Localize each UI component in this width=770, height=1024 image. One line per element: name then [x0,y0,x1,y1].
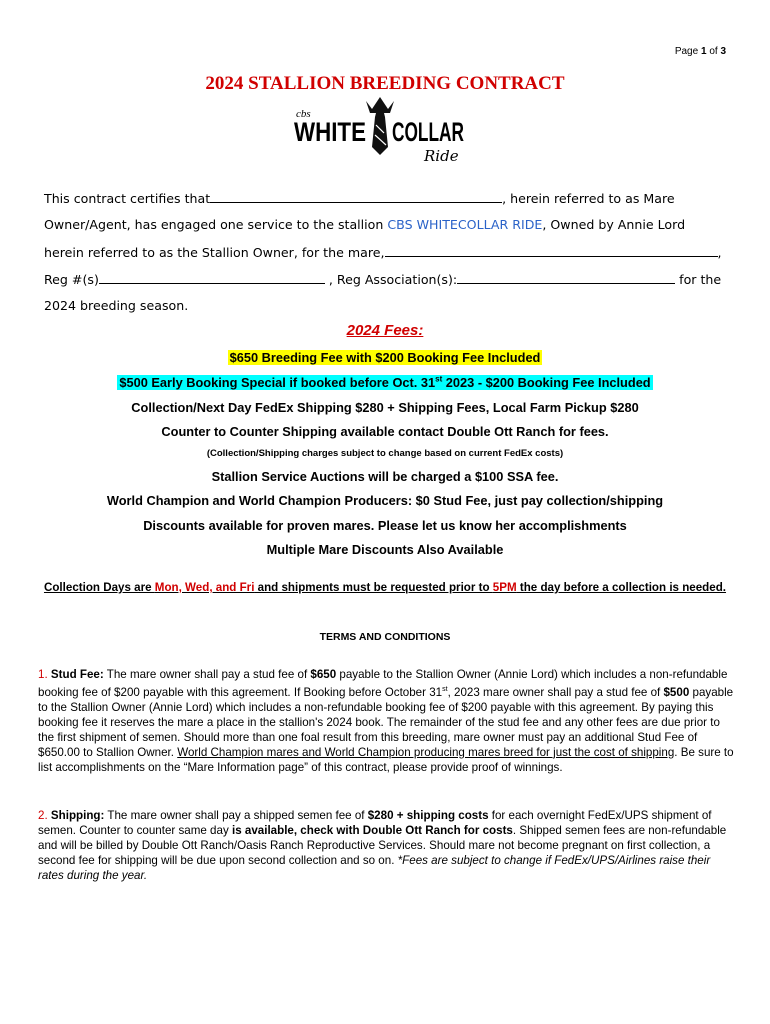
intro-text: herein referred to as the Stallion Owner, for the mare, [44,245,385,260]
reg-number-blank[interactable] [99,271,325,284]
intro-line-4 [44,271,734,288]
term-text: The mare owner shall pay a stud fee of [103,668,311,681]
intro-line-2 [44,217,734,233]
stallion-name: CBS WHITECOLLAR RIDE [387,217,543,232]
term-stud-fee [38,667,738,775]
fee-early-booking-sup: st [435,375,443,384]
mare-name-blank[interactable] [385,244,718,257]
intro-line-1 [44,190,734,207]
term-underlined: World Champion mares and World Champion producing mares breed for just the cost of shipping [177,745,675,759]
white-collar-ride-logo [292,95,472,167]
intro-text: This contract certifies that [44,191,211,206]
fee-multiple-mare: Multiple Mare Discounts Also Available [266,542,504,557]
page-number-prefix: Page [674,46,699,57]
term-bold: $650 [310,668,337,681]
fee-early-booking-text-2: 2023 - $200 Booking Fee Included [442,375,651,391]
term-text: . Shipped semen fees are non-refundable and will be billed by Double Ott Ranch/Oasis Ranch Reproductive Services. Should mare not become pregnant on first collection, a second fee for shipping will be due upon second collection and so on. [38,824,727,867]
term-label: Shipping: [50,809,105,822]
page-number-total: 3 [720,46,726,57]
fee-line-2 [0,375,770,390]
term-shipping [38,808,738,883]
fee-ssa: Stallion Service Auctions will be charged a $100 SSA fee. [211,469,559,484]
page-number-current: 1 [700,46,707,57]
logo-small-text: cbs [296,108,311,120]
collection-time: 5PM [492,581,517,594]
fee-early-booking [117,375,652,390]
term-text: , 2023 mare owner shall pay a stud fee of [447,685,664,699]
document-title: 2024 STALLION BREEDING CONTRACT [205,73,565,94]
term-text: for each overnight FedEx/UPS shipment of semen. Counter to counter same day [38,809,712,837]
term-text: . Be sure to list accomplishments on the “Mare Information page” of this contract, please provide proof of winnings. [38,745,734,774]
term-number: 1. [38,668,48,681]
fee-breeding: $650 Breeding Fee with $200 Booking Fee Included [229,350,541,365]
logo-word-collar: COLLAR [392,117,464,147]
page-number-sep: of [709,46,718,57]
term-bold: $500 [663,685,690,699]
fee-shipping: Collection/Next Day FedEx Shipping $280 + Shipping Fees, Local Farm Pickup $280 [131,400,639,415]
intro-line-5: 2024 breeding season. [44,298,189,313]
intro-text: Reg #(s) [44,272,99,287]
fee-discounts: Discounts available for proven mares. Please let us know her accomplishments [143,518,627,533]
term-italic: *Fees are subject to change if FedEx/UPS/Airlines raise their rates during the year. [38,854,711,882]
collection-days-notice [40,580,730,595]
logo-word-white: WHITE [294,117,366,147]
term-bold: $280 + shipping costs [367,809,489,822]
collection-days: Mon, Wed, and Fri [154,581,255,594]
logo-script-text: Ride [424,147,459,165]
mare-owner-blank[interactable] [210,190,502,203]
terms-heading: TERMS AND CONDITIONS [319,631,451,643]
intro-text: for the [675,272,722,287]
term-text: payable to the Stallion Owner (Annie Lord) which includes a non-refundable booking fee of $200 payable with this agreement. By paying this booking fee it reserves the mare a place in the stallion's 2024 book. The remainder of the stud fee and any other fees are due prior to the first shipment of semen. Should more than one foal result from this breeding, mare owner must pay an additional Stud Fee of $650.00 to Stallion Owner. [38,685,734,759]
term-text: payable to the Stallion Owner (Annie Lord) which includes a non-refundable booking fee of $200 payable with this agreement. If Booking before October 31 [38,668,728,699]
tie-icon [366,97,394,155]
intro-text: , Reg Association(s): [324,272,458,287]
fee-world-champion: World Champion and World Champion Producers: $0 Stud Fee, just pay collection/shipping [106,493,664,508]
term-bold: is available, check with Double Ott Ranch for costs [231,824,513,837]
reg-association-blank[interactable] [457,271,675,284]
term-text: The mare owner shall pay a shipped semen fee of [104,809,368,822]
term-number: 2. [38,809,48,822]
fee-counter-shipping: Counter to Counter Shipping available contact Double Ott Ranch for fees. [161,424,609,439]
fees-heading: 2024 Fees: [346,322,424,339]
page-number [675,46,726,57]
term-sup: st [442,686,448,693]
fee-early-booking-text: $500 Early Booking Special if booked before Oct. 31 [119,375,436,391]
collection-text: Collection Days are [43,581,155,594]
intro-text: , Owned by Annie Lord [542,217,686,232]
intro-line-3 [44,244,734,261]
fee-line-1 [0,350,770,365]
collection-text: the day before a collection is needed. [516,581,727,594]
term-label: Stud Fee: [50,668,104,681]
intro-text: , [717,245,722,260]
intro-text: , herein referred to as Mare [502,191,675,206]
fee-note: (Collection/Shipping charges subject to change based on current FedEx costs) [206,448,564,459]
intro-text: Owner/Agent, has engaged one service to the stallion [44,217,388,232]
collection-text: and shipments must be requested prior to [254,581,493,594]
